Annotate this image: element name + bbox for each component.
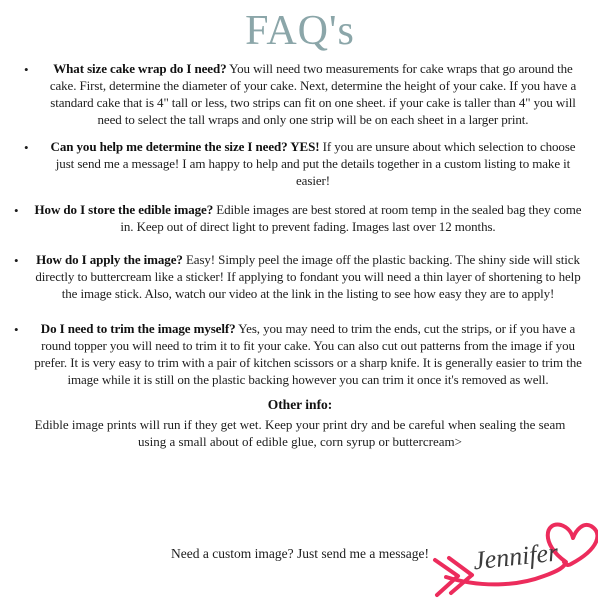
faq-item-size — [14, 60, 586, 128]
bullet-marker: • — [24, 140, 29, 156]
faq-item-text — [30, 320, 586, 388]
faq-question: Can you help me determine the size I need? YES! — [50, 139, 320, 155]
page-title: FAQ's — [245, 8, 355, 54]
faq-question: What size cake wrap do I need? — [53, 61, 227, 77]
signature-block — [426, 518, 598, 598]
faq-item-apply — [14, 251, 586, 302]
faq-question: Do I need to trim the image myself? — [40, 321, 236, 337]
faq-question: How do I apply the image? — [36, 252, 183, 268]
custom-image-cta: Need a custom image? Just send me a message! — [171, 546, 429, 561]
signature-name: Jennifer — [471, 537, 560, 576]
faq-item-text — [30, 201, 586, 235]
faq-question: How do I store the edible image? — [34, 202, 214, 218]
bullet-marker: • — [14, 253, 19, 269]
faq-item-text — [40, 60, 586, 128]
faq-answer: If you are unsure about which selection to choose just send me a message! I am happy to help and put the details together in a custom listing to make it easier! — [55, 139, 576, 189]
bullet-marker: • — [14, 203, 19, 219]
faq-answer: Edible images are best stored at room temp in the sealed bag they come in. Keep out of direct light to prevent fading. Images last over 12 months. — [120, 202, 582, 235]
faq-answer: Easy! Simply peel the image off the plastic backing. The shiny side will stick directly to buttercream like a sticker! If applying to fondant you will need a thin layer of shortening to help the image stick. Also, watch our video at the link in the listing to see how easy they are to apply! — [35, 252, 581, 302]
other-info-heading: Other info: — [267, 397, 333, 413]
faq-answer: Yes, you may need to trim the ends, cut the strips, or if you have a round topper you will need to trim it to fit your cake. You can also cut out patterns from the image if you prefer. It is very easy to trim with a pair of kitchen scissors or a sharp knife. It is generally easier to trim the image while it is still on the plastic backing however you can trim it once it's removed as well. — [34, 321, 582, 388]
faq-item-text — [40, 138, 586, 189]
faq-list — [14, 60, 586, 388]
faq-item-text — [30, 251, 586, 302]
faq-answer: You will need two measurements for cake wraps that go around the cake. First, determine the diameter of your cake. Next, determine the height of your cake. If you have a standard cake that is 4" tall or less, two strips can fit on one sheet. if your cake is taller than 4" you will need to select the tall wraps and only one strip will be on each sheet in a larger print. — [49, 61, 577, 128]
bullet-marker: • — [14, 322, 19, 338]
bullet-marker: • — [24, 62, 29, 78]
faq-item-store — [14, 201, 586, 235]
faq-item-trim — [14, 320, 586, 388]
faq-item-help-size — [14, 138, 586, 189]
other-info-text: Edible image prints will run if they get wet. Keep your print dry and be careful when sealing the seam using a small about of edible glue, corn syrup or buttercream> — [34, 417, 566, 450]
footer — [0, 510, 600, 600]
